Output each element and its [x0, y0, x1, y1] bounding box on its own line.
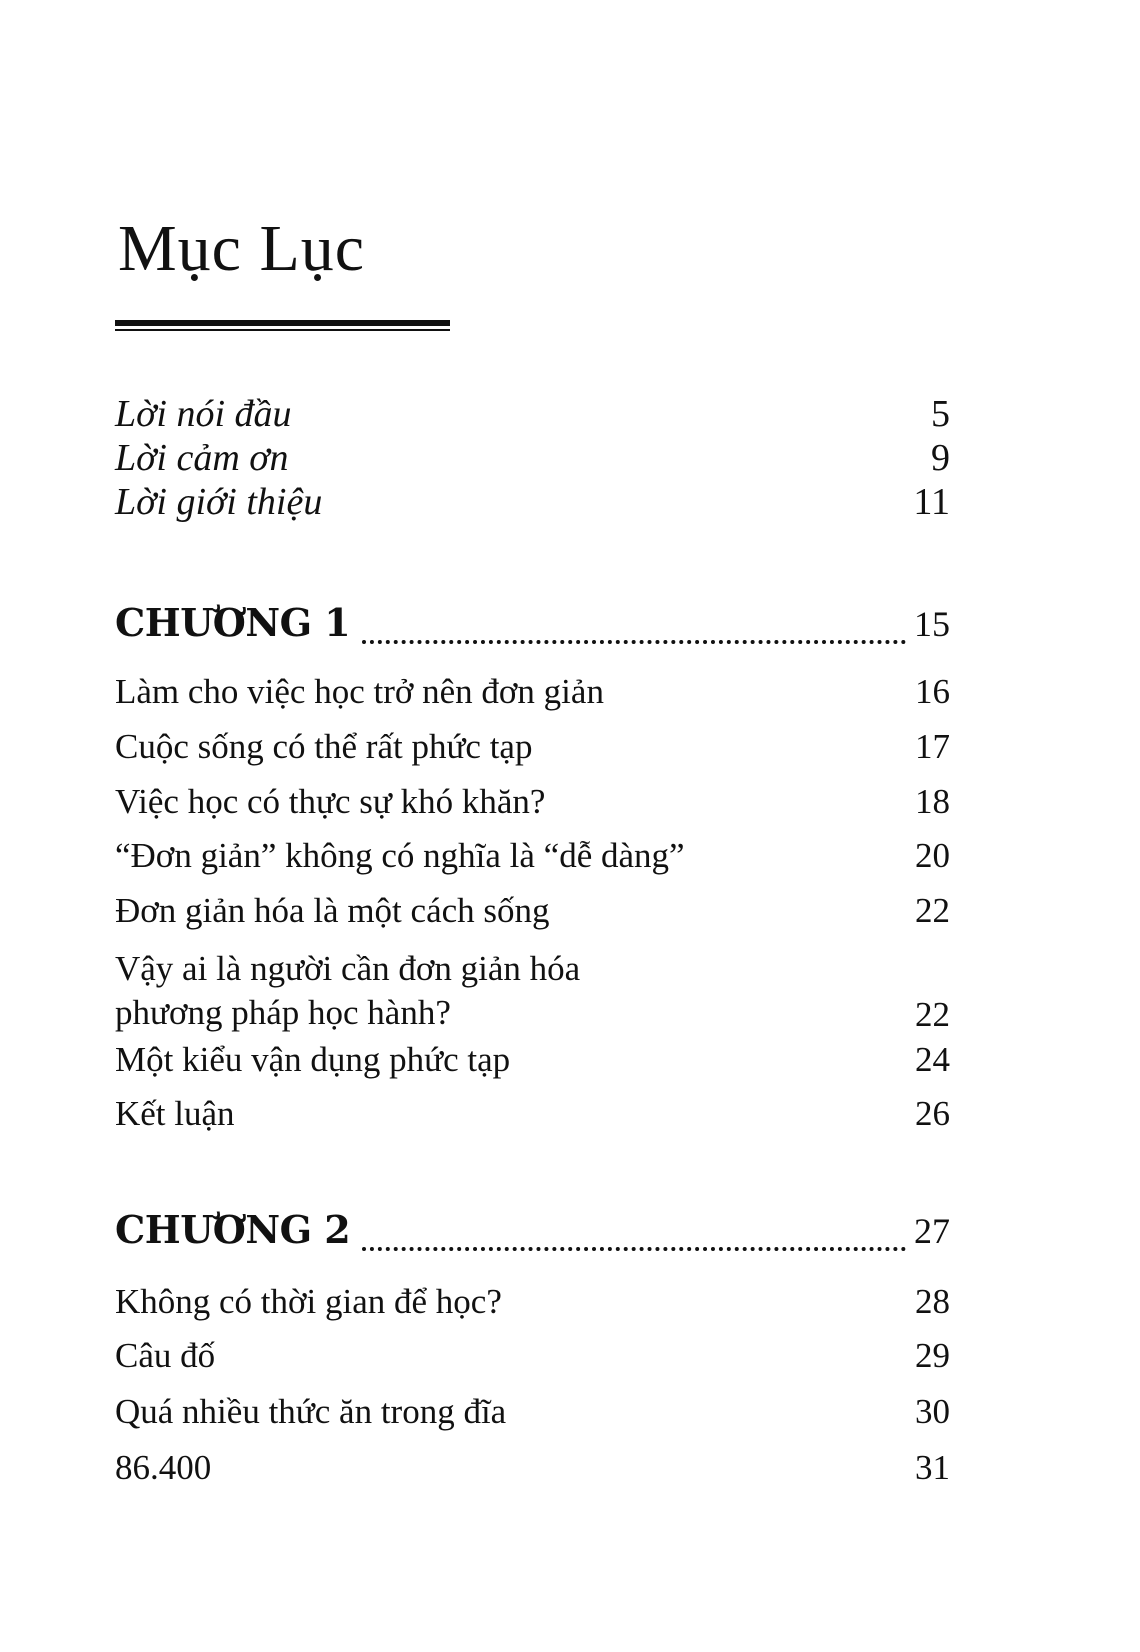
dot-leader: [362, 1247, 906, 1251]
toc-entry[interactable]: [115, 1448, 950, 1494]
toc-entry-page: 22: [915, 891, 950, 930]
title-divider-thick-line: [115, 320, 450, 326]
toc-front-item-page: 9: [931, 437, 950, 479]
chapter-page: 15: [914, 604, 950, 644]
toc-entry-page: 31: [915, 1448, 950, 1487]
toc-front-item-label: Lời nói đầu: [115, 393, 292, 435]
toc-entry-label: Quá nhiều thức ăn trong đĩa: [115, 1392, 507, 1431]
toc-chapter-heading-1[interactable]: [115, 600, 950, 656]
chapter-label: CHƯƠNG 2: [115, 1207, 351, 1252]
toc-entry-page: 16: [915, 672, 950, 711]
toc-entry-page: 30: [915, 1392, 950, 1431]
dot-leader: [362, 640, 906, 644]
toc-entry-label: Việc học có thực sự khó khăn?: [115, 782, 546, 821]
toc-entry-page: 29: [915, 1336, 950, 1375]
toc-entry-page: 24: [915, 1040, 950, 1079]
chapter-page: 27: [914, 1211, 950, 1251]
toc-entry-label: 86.400: [115, 1448, 212, 1487]
toc-entry-label: Cuộc sống có thể rất phức tạp: [115, 727, 533, 766]
chapter-label: CHƯƠNG 1: [115, 600, 351, 645]
toc-entry-label: [115, 947, 580, 1035]
toc-entry-page: 20: [915, 836, 950, 875]
toc-entry-label-line-2: phương pháp học hành?: [115, 993, 451, 1032]
title-divider: [115, 320, 450, 332]
toc-front-item[interactable]: [115, 392, 950, 438]
toc-entry-page: 28: [915, 1282, 950, 1321]
toc-entry-page: 18: [915, 782, 950, 821]
toc-entry[interactable]: [115, 672, 950, 718]
toc-entry[interactable]: [115, 945, 950, 1035]
toc-entry-label: Không có thời gian để học?: [115, 1282, 502, 1321]
toc-entry-label: “Đơn giản” không có nghĩa là “dễ dàng”: [115, 836, 685, 875]
toc-entry[interactable]: [115, 727, 950, 773]
toc-entry[interactable]: [115, 1336, 950, 1382]
toc-entry-page: 17: [915, 727, 950, 766]
toc-entry-label: Một kiểu vận dụng phức tạp: [115, 1040, 511, 1079]
toc-entry[interactable]: [115, 1040, 950, 1086]
toc-entry-page: 26: [915, 1094, 950, 1133]
toc-front-item[interactable]: [115, 436, 950, 482]
toc-entry-page: 22: [915, 995, 950, 1034]
toc-entry-label: Làm cho việc học trở nên đơn giản: [115, 672, 604, 711]
toc-entry-label-line-1: Vậy ai là người cần đơn giản hóa: [115, 949, 581, 988]
toc-front-item[interactable]: [115, 480, 950, 526]
toc-chapter-heading-2[interactable]: [115, 1207, 950, 1263]
toc-entry[interactable]: [115, 1094, 950, 1140]
toc-entry-label: Đơn giản hóa là một cách sống: [115, 891, 550, 930]
toc-entry-label: Câu đố: [115, 1336, 216, 1375]
toc-entry-label: Kết luận: [115, 1094, 235, 1133]
page-title: Mục Lục: [118, 212, 366, 285]
toc-entry[interactable]: [115, 1392, 950, 1438]
title-divider-thin-line: [115, 329, 450, 331]
toc-front-item-label: Lời cảm ơn: [115, 437, 289, 479]
toc-front-item-page: 11: [913, 481, 950, 523]
toc-entry[interactable]: [115, 891, 950, 937]
toc-entry[interactable]: [115, 782, 950, 828]
toc-entry[interactable]: [115, 1282, 950, 1328]
toc-entry[interactable]: [115, 836, 950, 882]
toc-front-item-label: Lời giới thiệu: [115, 481, 323, 523]
toc-front-item-page: 5: [931, 393, 950, 435]
